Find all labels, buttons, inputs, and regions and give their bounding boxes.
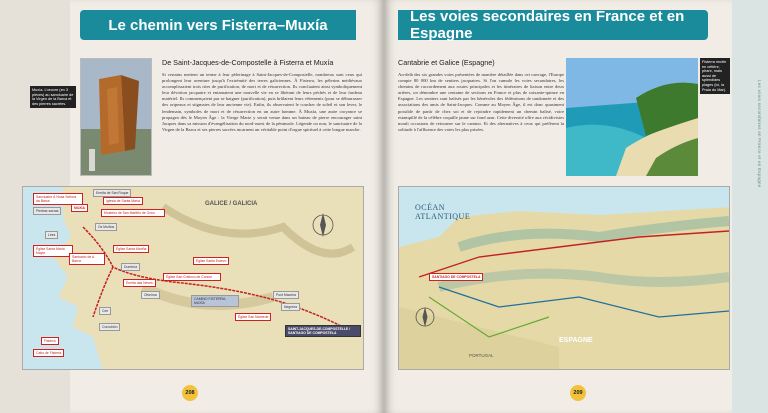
fisterra-muxia-map <box>22 186 364 370</box>
map-label: Ermita de San Roque <box>93 189 131 197</box>
muxia-sculpture-photo <box>80 58 152 176</box>
map-label: Os Muiños <box>95 223 117 231</box>
right-section-title: Cantabrie et Galice (Espagne) <box>398 58 495 67</box>
right-photo-caption: Fisterra recèle en cétière, phare, mais aussi de splendides plages (ici, la Praia do Mar). <box>700 58 730 94</box>
right-page <box>384 0 768 413</box>
map-label: Église Santa María Mayor <box>33 245 73 257</box>
map-label: Olveiroa <box>141 291 160 299</box>
map-label: MUXÍA <box>71 204 88 212</box>
map-label: Église Santo Estevo <box>193 257 229 265</box>
map-label: Église San Cristovo de Corzón <box>163 273 221 281</box>
portugal-label: PORTUGAL <box>469 353 494 358</box>
map-label: Ermita das Neves <box>123 279 156 287</box>
santiago-box: SAINT-JACQUES-DE-COMPOSTELLE / SANTIAGO DE COMPOSTELA <box>285 325 361 337</box>
map-label: Corcubión <box>99 323 120 331</box>
beach-photo <box>566 58 698 176</box>
left-photo-caption: Muxía. L'œuvre (en 3 pièces) au sanctuaire de la Virgen de la Barca et des pierres sacrées. <box>30 86 76 108</box>
map-label: Église San Mamede <box>235 313 271 321</box>
ocean-label: OCÉAN ATLANTIQUE <box>415 203 471 221</box>
map-label: Dumbría <box>121 263 140 271</box>
map-label: Cabo de Fisterra <box>33 349 64 357</box>
map-label: Église Santa Mariña <box>113 245 149 253</box>
right-body-text: Au-delà des six grandes voies présentées de manière détaillée dans cet ouvrage, l'Europe compte 80 000 km de sentiers jacquaires. Si l'on cumule les voies secondaires, les chemins de raccordement aux routes principales et les itinéraires de liaison entre deux artères, on dénombre une centaine de sections en France et plus de soixante-quinze en Espagne. Les sentiers sont balisés par les bénévoles des fédérations de randonnée et des associations des amis de Saint-Jacques. Comme au Moyen Âge, il est donc quasiment possible de partir de chez soi et de rejoindre rapidement un chemin balisé, voire estampillé de la célèbre coquille jaune sur fond azur. Cette diversité offre aux récidivistes moult occasions de retourner sur le camino. Et des alternatives à ceux qui préfèrent la solitude à l'affluence des voies les plus prisées. <box>398 72 564 132</box>
map-label: Mosteiro de San Martiño de Ozón <box>101 209 165 217</box>
santiago-label: SANTIAGO DE COMPOSTELA <box>429 273 483 281</box>
right-margin-strip <box>732 0 768 413</box>
left-body-text: Si certains mettent un terme à leur pèlerinage à Saint-Jacques-de-Compostelle, nombreux sont ceux qui prolongent leur aventure jusqu'à l'extrémité des terres galiciennes. À Fisterra, les pèlerins médiévaux accomplissaient trois rites de purification, de mort et de résurrection. Ils concluaient ainsi symboliquement leur dévotion jacquaire et entamaient une nouvelle vie en se libérant de leurs péchés et de leur fardeau matériel. Ils commençaient par se baigner (purification), puis brûlaient leurs vêtements (pour se débarrasser des oripeaux et stigmates de leur ancienne vie). Enfin, ils observaient le coucher de soleil et son lever, le lendemain, symboles de mort et de résurrection en un autre homme. À Muxía, une autre croyance se propagea dès le Moyen Âge : la Vierge Marie y serait venue dans un bateau de pierre encourager saint Jacques dans sa mission d'évangélisation du nord-ouest de la péninsule. Légende ou non, le sanctuaire de la Virgen de la Barca et ses pierres sacrées incarnent un véritable point d'orgue spirituel à cette longue marche. <box>162 72 362 132</box>
page-number-left: 208 <box>182 385 198 401</box>
map-label: Iglesia de Santa María <box>103 197 143 205</box>
sculpture-image <box>81 59 152 176</box>
map-label: Fisterra <box>41 337 59 345</box>
map-label: Cee <box>99 307 111 315</box>
map-label: Negreira <box>281 303 300 311</box>
page-number-right: 209 <box>570 385 586 401</box>
side-running-title: Les voies secondaires en France et en Espagne <box>757 80 762 188</box>
left-page-title: Le chemin vers Fisterra–Muxía <box>80 10 356 40</box>
map-label: Pont Maceira <box>273 291 299 299</box>
map-label: Santuario de A Barca <box>69 253 105 265</box>
map-label: Piedras sacras <box>33 207 61 215</box>
left-section-title: De Saint-Jacques-de-Compostelle à Fisterra et Muxía <box>162 58 334 67</box>
camino-label: CAMINO FISTERRA-MUXÍA <box>191 295 239 307</box>
cantabria-galicia-map <box>398 186 730 370</box>
right-page-title: Les voies secondaires en France et en Espagne <box>398 10 708 40</box>
spain-label: ESPAGNE <box>559 337 593 344</box>
map-label: Sanctuaire À Nosa Señora da Barca <box>33 193 83 205</box>
map-region-label: GALICE / GALICIA <box>205 201 258 207</box>
map-label: Lires <box>45 231 58 239</box>
beach-image <box>566 58 698 176</box>
